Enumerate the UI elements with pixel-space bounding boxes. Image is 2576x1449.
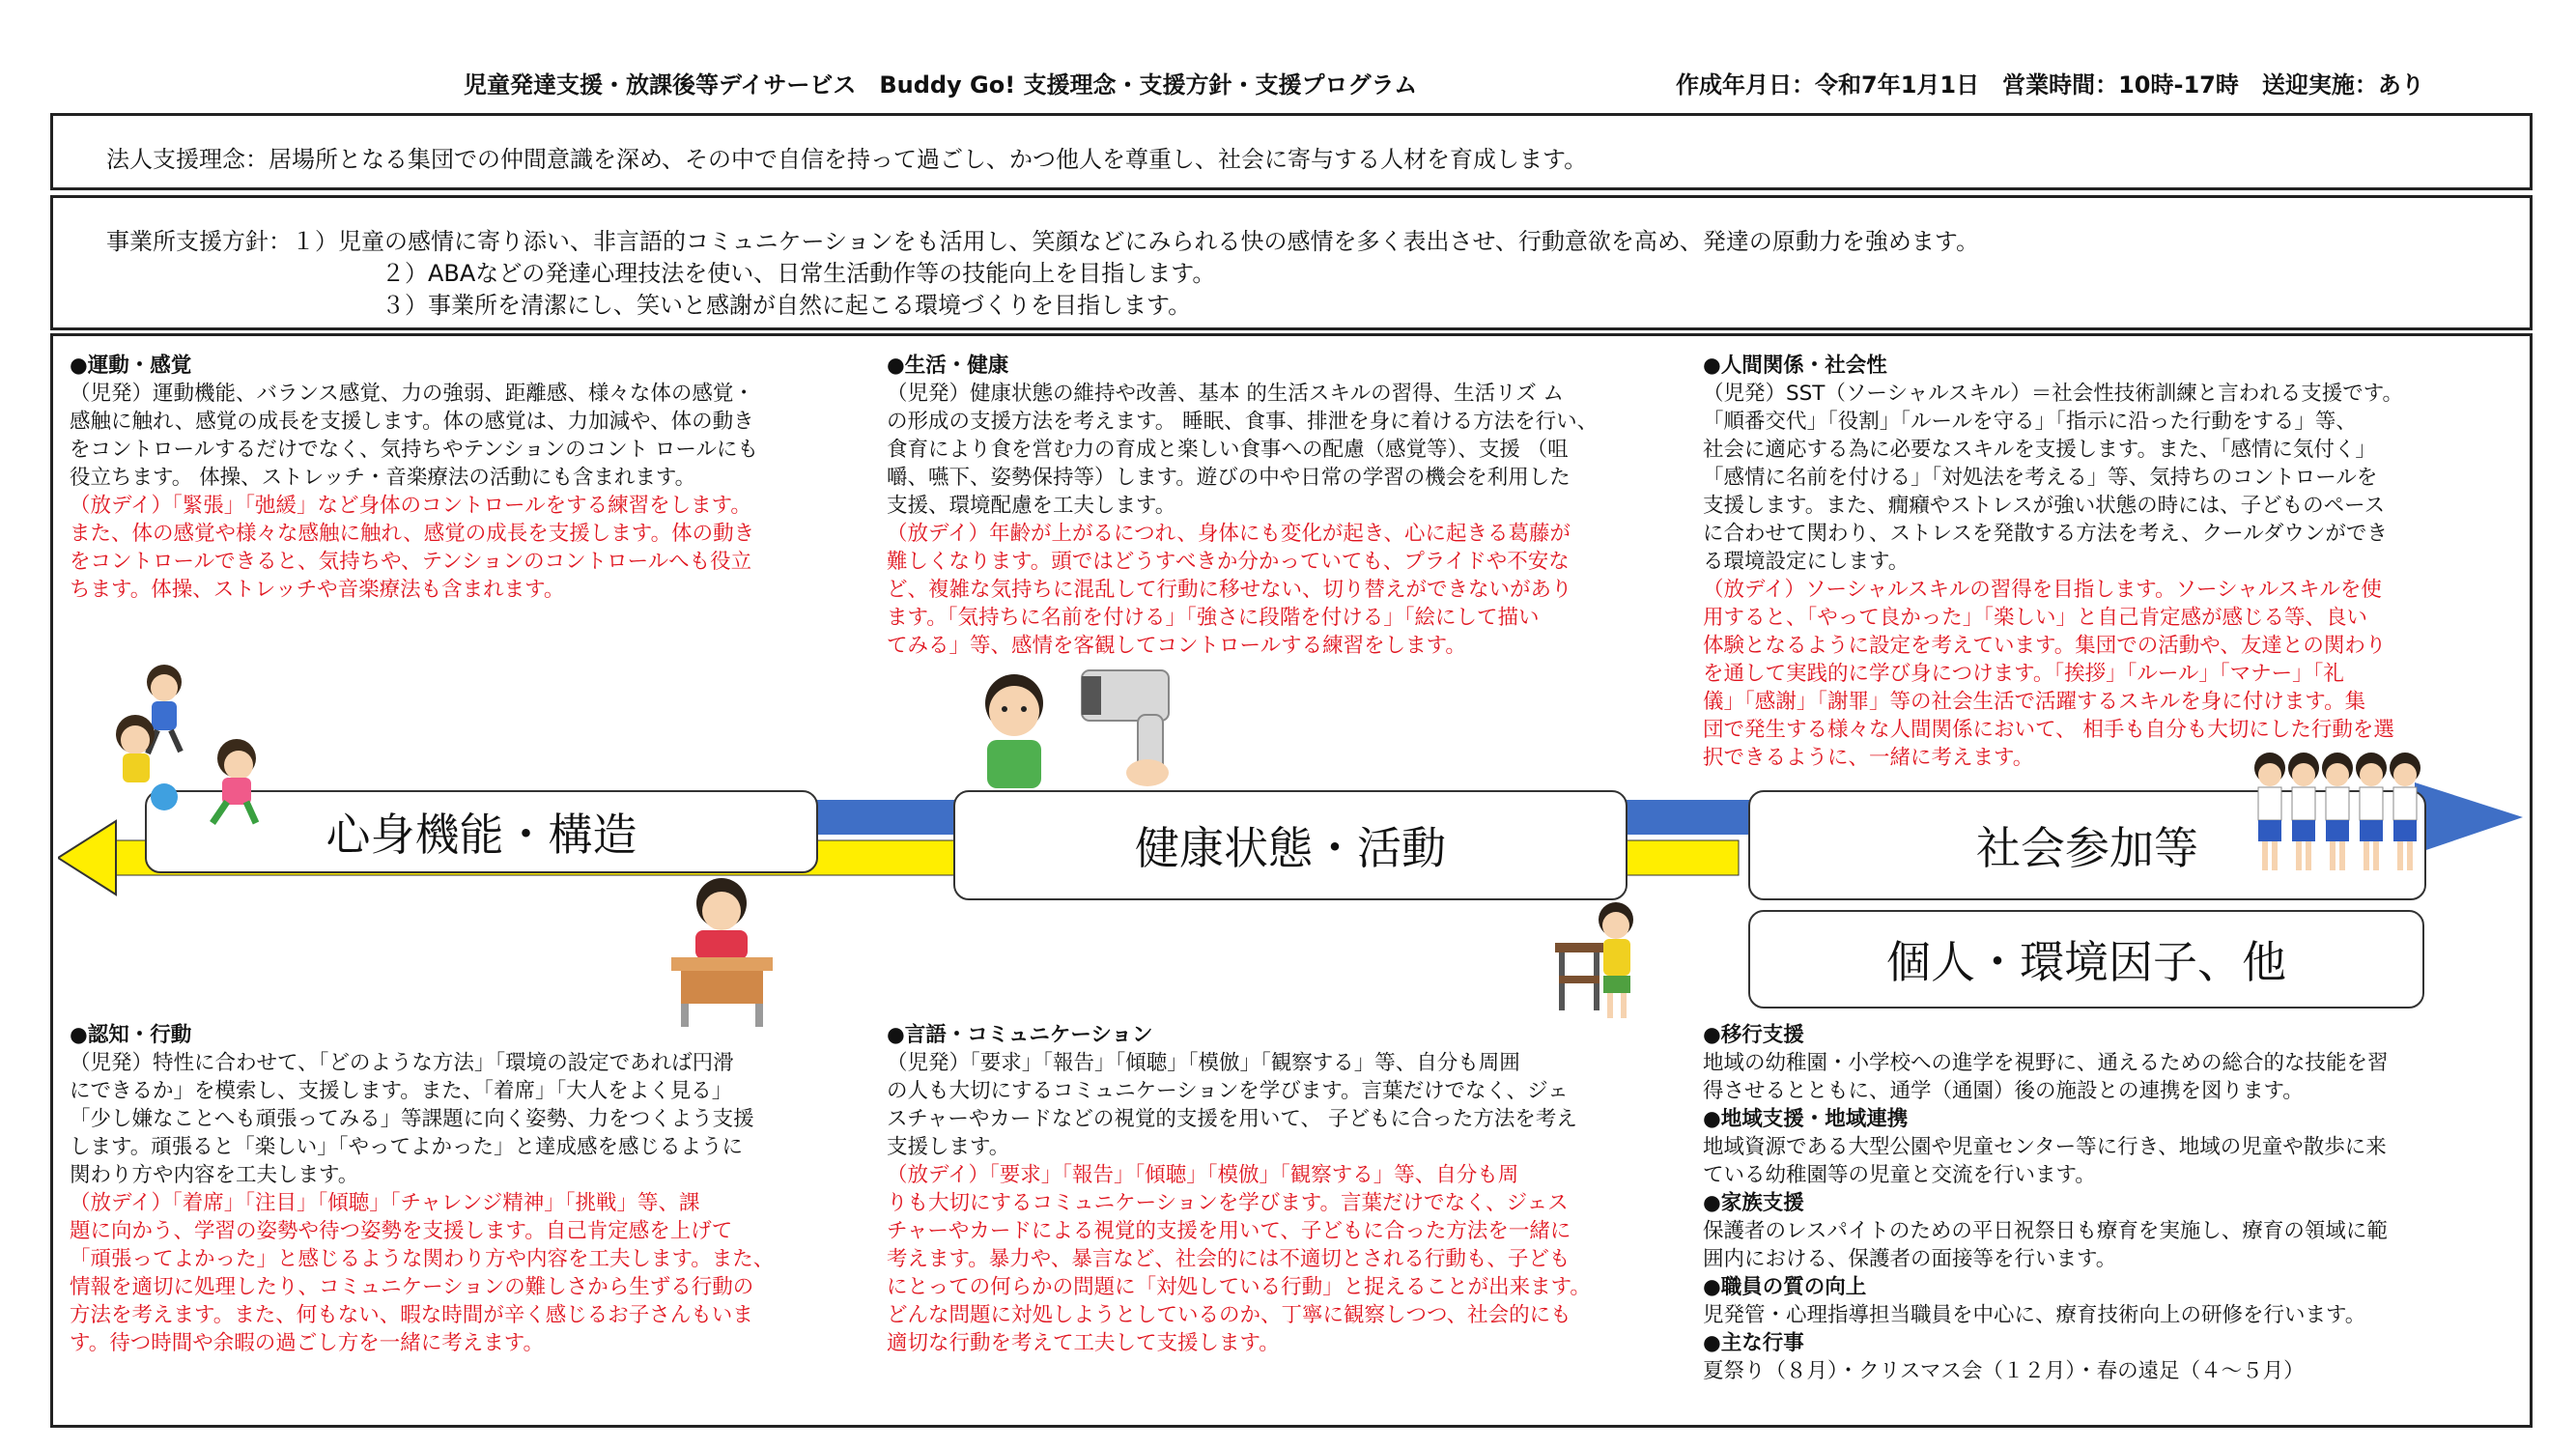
philosophy-box bbox=[50, 113, 2533, 190]
policy-label: 事業所支援方針：１）児童の感情に寄り添い、非言語的コミュニケーションをも活用し、笑顔などにみられる快の感情を多く表出させ、行動意欲を高め、発達の原動力を強めます。 bbox=[106, 228, 1979, 255]
text-line: 嚼、嚥下、姿勢保持等）します。遊びの中や日常の学習の機会を利用した bbox=[887, 466, 1571, 490]
text-line: （児発）特性に合わせて、「どのような方法」「環境の設定であれば円滑 bbox=[70, 1051, 734, 1075]
text-line: る環境設定にします。 bbox=[1703, 550, 1910, 574]
section-title: ●生活・健康 bbox=[887, 354, 1009, 378]
text-line: スチャーやカードなどの視覚的支援を用いて、 子どもに合った方法を考え bbox=[887, 1107, 1577, 1131]
text-line: をコントロールするだけでなく、気持ちやテンションのコント ロールにも bbox=[70, 438, 759, 462]
text-line: します。頑張ると「楽しい」「やってよかった」と達成感を感じるように bbox=[70, 1135, 744, 1159]
text-line-red: （放デイ）「着席」「注目」「傾聴」「チャレンジ精神」「挑戦」等、課 bbox=[70, 1191, 700, 1215]
text-line-red: チャーやカードによる視覚的支援を用いて、子どもに合った方法を一緒に bbox=[887, 1219, 1571, 1243]
text-line: 支援します。また、癇癪やストレスが強い状態の時には、子どものペース bbox=[1703, 494, 2386, 518]
text-line-red: どんな問題に対処しようとしているのか、丁寧に観察しつつ、社会的にも bbox=[887, 1303, 1571, 1327]
left-arrowhead bbox=[58, 821, 116, 895]
text-line-red: 択できるように、一緒に考えます。 bbox=[1703, 746, 2034, 770]
text-line: 「感情に名前を付ける」「対処法を考える」等、気持ちのコントロールを bbox=[1703, 466, 2378, 490]
text-line: 囲内における、保護者の面接等を行います。 bbox=[1703, 1247, 2117, 1271]
text-line: にできるか」を模索し、支援します。また、「着席」「大人をよく見る」 bbox=[70, 1079, 733, 1103]
text-line-red: ど、複雑な気持ちに混乱して行動に移せない、切り替えができないがあり bbox=[887, 578, 1572, 602]
text-line: に合わせて関わり、ストレスを発散する方法を考え、クールダウンができ bbox=[1703, 522, 2388, 546]
text-line-red: てみる」等、感情を客観してコントロールする練習をします。 bbox=[887, 634, 1466, 658]
section-relations bbox=[1703, 352, 2524, 772]
text-line-red: 考えます。暴力や、暴言など、社会的には不適切とされる行動も、子ども bbox=[887, 1247, 1571, 1271]
text-line: 地域資源である大型公園や児童センター等に行き、地域の児童や散歩に来 bbox=[1703, 1135, 2387, 1159]
label-personal: 個人・環境因子、他 bbox=[1748, 910, 2424, 1009]
policy-item-3: ３）事業所を清潔にし、笑いと感謝が自然に起こる環境づくりを目指します。 bbox=[382, 292, 1192, 319]
kids-playing-illustration bbox=[111, 657, 285, 831]
section-language bbox=[887, 1021, 1708, 1357]
text-line-red: 方法を考えます。また、何もない、暇な時間が辛く感じるお子さんもいま bbox=[70, 1303, 753, 1327]
section-motor bbox=[70, 352, 881, 604]
section-title: ●認知・行動 bbox=[70, 1023, 192, 1047]
text-line-red: （放デイ）「緊張」「弛緩」など身体のコントロールをする練習をします。 bbox=[70, 494, 751, 518]
text-line: 支援、環境配慮を工夫します。 bbox=[887, 494, 1176, 518]
label-health: 健康状態・活動 bbox=[953, 790, 1628, 900]
philosophy-text: 法人支援理念：居場所となる集団での仲間意識を深め、その中で自信を持って過ごし、かつ他人を尊重し、社会に寄与する人材を育成します。 bbox=[106, 146, 1588, 173]
girl-at-desk-illustration bbox=[666, 874, 778, 1029]
text-line: （児発）SST（ソーシャルスキル）＝社会性技術訓練と言われる支援です。 bbox=[1703, 382, 2403, 406]
section-title: ●言語・コミュニケーション bbox=[887, 1023, 1153, 1047]
text-line: 「少し嫌なことへも頑張ってみる」等課題に向く姿勢、力をつくよう支援 bbox=[70, 1107, 754, 1131]
section-life-health bbox=[887, 352, 1708, 660]
text-line-red: 情報を適切に処理したり、コミュニケーションの難しさから生ずる行動の bbox=[70, 1275, 754, 1299]
text-line-red: 体験となるように設定を考えています。集団での活動や、友達との関わり bbox=[1703, 634, 2387, 658]
text-line: （児発）健康状態の維持や改善、基本 的生活スキルの習得、生活リズ ム bbox=[887, 382, 1565, 406]
text-line-red: また、体の感覚や様々な感触に触れ、感覚の成長を支援します。体の動き bbox=[70, 522, 755, 546]
text-line-red: （放デイ）年齢が上がるにつれ、身体にも変化が起き、心に起きる葛藤が bbox=[887, 522, 1571, 546]
right-arrowhead bbox=[2415, 782, 2523, 854]
text-line-red: 難しくなります。頭ではどうすべきか分かっていても、プライドや不安な bbox=[887, 550, 1570, 574]
text-line-red: 用すると、「やって良かった」「楽しい」と自己肯定感が感じる等、良い bbox=[1703, 606, 2368, 630]
label-mind-body: 心身機能・構造 bbox=[145, 790, 818, 873]
text-line: 関わり方や内容を工夫します。 bbox=[70, 1163, 359, 1187]
section-title: ●地域支援・地域連携 bbox=[1703, 1107, 1909, 1131]
policy-box bbox=[50, 195, 2533, 330]
policy-item-1: １）児童の感情に寄り添い、非言語的コミュニケーションをも活用し、笑顔などにみられる快の感情を多く表出させ、行動意欲を高め、発達の原動力を強めます。 bbox=[292, 228, 1979, 255]
document-meta: 作成年月日：令和7年1月1日 営業時間：10時-17時 送迎実施：あり bbox=[1676, 71, 2424, 99]
text-line-red: す。待つ時間や余暇の過ごし方を一緒に考えます。 bbox=[70, 1331, 545, 1355]
section-other-support bbox=[1703, 1021, 2524, 1385]
text-line-red: （放デイ）ソーシャルスキルの習得を目指します。ソーシャルスキルを使 bbox=[1703, 578, 2382, 602]
text-line-red: りも大切にするコミュニケーションを学びます。言葉だけでなく、ジェス bbox=[887, 1191, 1569, 1215]
text-line-red: にとっての何らかの問題に「対処している行動」と捉えることが出来ます。 bbox=[887, 1275, 1591, 1299]
section-title: ●主な行事 bbox=[1703, 1331, 1804, 1355]
thermometer-check-illustration bbox=[976, 665, 1178, 790]
text-line: 食育により食を営む力の育成と楽しい食事への配慮（感覚等）、支援 （咀 bbox=[887, 438, 1569, 462]
text-line-red: 団で発生する様々な人間関係において、 相手も自分も大切にした行動を選 bbox=[1703, 718, 2394, 742]
section-title: ●家族支援 bbox=[1703, 1191, 1804, 1215]
text-line-red: （放デイ）「要求」「報告」「傾聴」「模倣」「観察する」等、自分も周 bbox=[887, 1163, 1519, 1187]
text-line-red: 題に向かう、学習の姿勢や待つ姿勢を支援します。自己肯定感を上げて bbox=[70, 1219, 733, 1243]
section-title: ●職員の質の向上 bbox=[1703, 1275, 1867, 1299]
text-line-red: ます。「気持ちに名前を付ける」「強さに段階を付ける」「絵にして描い bbox=[887, 606, 1540, 630]
text-line-red: 儀」「感謝」「謝罪」等の社会生活で活躍するスキルを身に付けます。集 bbox=[1703, 690, 2366, 714]
boy-with-chair-illustration bbox=[1553, 898, 1650, 1024]
text-line: 感触に触れ、感覚の成長を支援します。体の感覚は、力加減や、体の動き bbox=[70, 410, 754, 434]
section-title: ●移行支援 bbox=[1703, 1023, 1804, 1047]
section-title: ●人間関係・社会性 bbox=[1703, 354, 1887, 378]
policy-item-2: ２）ABAなどの発達心理技法を使い、日常生活動作等の技能向上を目指します。 bbox=[382, 260, 1216, 287]
text-line: 地域の幼稚園・小学校への進学を視野に、通えるための総合的な技能を習 bbox=[1703, 1051, 2389, 1075]
document-title: 児童発達支援・放課後等デイサービス Buddy Go! 支援理念・支援方針・支援プログラム bbox=[464, 71, 1418, 99]
text-line: 社会に適応する為に必要なスキルを支援します。また、「感情に気付く」 bbox=[1703, 438, 2376, 462]
section-title: ●運動・感覚 bbox=[70, 354, 192, 378]
text-line: 役立ちます。 体操、ストレッチ・音楽療法の活動にも含まれます。 bbox=[70, 466, 696, 490]
text-line-red: ちます。体操、ストレッチや音楽療法も含まれます。 bbox=[70, 578, 565, 602]
document-header bbox=[464, 66, 2521, 99]
text-line-red: 適切な行動を考えて工夫して支援します。 bbox=[887, 1331, 1280, 1355]
text-line: 得させるとともに、通学（通園）後の施設との連携を図ります。 bbox=[1703, 1079, 2304, 1103]
text-line: 保護者のレスパイトのための平日祝祭日も療育を実施し、療育の領域に範 bbox=[1703, 1219, 2388, 1243]
text-line: ている幼稚園等の児童と交流を行います。 bbox=[1703, 1163, 2096, 1187]
text-line: 児発管・心理指導担当職員を中心に、療育技術向上の研修を行います。 bbox=[1703, 1303, 2366, 1327]
text-line: の人も大切にするコミュニケーションを学びます。言葉だけでなく、ジェ bbox=[887, 1079, 1569, 1103]
text-line-red: をコントロールできると、気持ちや、テンションのコントロールへも役立 bbox=[70, 550, 752, 574]
text-line: 夏祭り（８月）・クリスマス会（１２月）・春の遠足（４～５月） bbox=[1703, 1359, 2305, 1383]
text-line: （児発）「要求」「報告」「傾聴」「模倣」「観察する」等、自分も周囲 bbox=[887, 1051, 1520, 1075]
text-line: （児発）運動機能、バランス感覚、力の強弱、距離感、様々な体の感覚・ bbox=[70, 382, 754, 406]
text-line-red: 「頑張ってよかった」と感じるような関わり方や内容を工夫します。また、 bbox=[70, 1247, 775, 1271]
text-line: 「順番交代」「役割」「ルールを守る」「指示に沿った行動をする」等、 bbox=[1703, 410, 2357, 434]
text-line-red: を通して実践的に学び身につけます。「挨拶」「ルール」「マナー」「礼 bbox=[1703, 662, 2344, 686]
text-line: の形成の支援方法を考えます。 睡眠、食事、排泄を身に着ける方法を行い、 bbox=[887, 410, 1599, 434]
text-line: 支援します。 bbox=[887, 1135, 1010, 1159]
label-social: 社会参加等 bbox=[1748, 790, 2426, 900]
section-cognition bbox=[70, 1021, 881, 1357]
